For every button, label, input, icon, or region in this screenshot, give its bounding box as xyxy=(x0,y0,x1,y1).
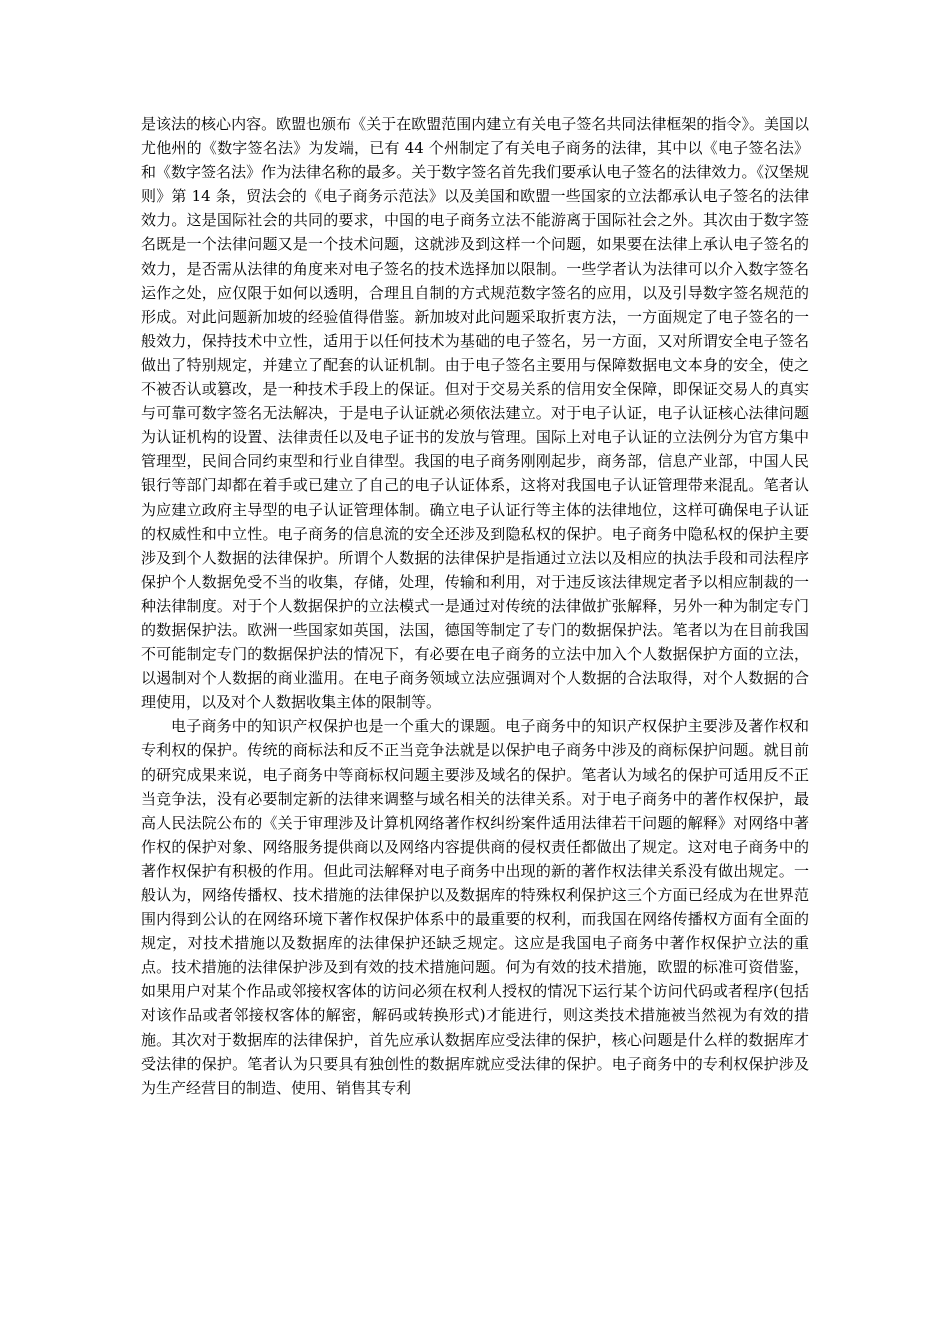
paragraph-electronic-signature: 是该法的核心内容。欧盟也颁布《关于在欧盟范围内建立有关电子签名共同法律框架的指令》。美国以尤他州的《数字签名法》为发端，已有 44 个州制定了有关电子商务的法律，其中以《电子签名法》和《数字签名法》作为法律名称的最多。关于数字签名首先我们要承认电子签名的法律效力。《汉堡规则》第 14 条，贸法会的《电子商务示范法》以及美国和欧盟一些国家的立法都承认电子签名的法律效力。这是国际社会的共同的要求，中国的电子商务立法不能游离于国际社会之外。其次由于数字签名既是一个法律问题又是一个技术问题，这就涉及到这样一个问题，如果要在法律上承认电子签名的效力，是否需从法律的角度来对电子签名的技术选择加以限制。一些学者认为法律可以介入数字签名运作之处，应仅限于如何以透明，合理且自制的方式规范数字签名的应用，以及引导数字签名规范的形成。对此问题新加坡的经验值得借鉴。新加坡对此问题采取折衷方法，一方面规定了电子签名的一般效力，保持技术中立性，适用于以任何技术为基础的电子签名，另一方面，又对所谓安全电子签名做出了特别规定，并建立了配套的认证机制。由于电子签名主要用与保障数据电文本身的安全，使之不被否认或篡改，是一种技术手段上的保证。但对于交易关系的信用安全保障，即保证交易人的真实与可靠可数字签名无法解决，于是电子认证就必须依法建立。对于电子认证，电子认证核心法律问题为认证机构的设置、法律责任以及电子证书的发放与管理。国际上对电子认证的立法例分为官方集中管理型，民间合同约束型和行业自律型。我国的电子商务刚刚起步，商务部，信息产业部，中国人民银行等部门却都在着手或已建立了自己的电子认证体系，这将对我国电子认证管理带来混乱。笔者认为应建立政府主导型的电子认证管理体制。确立电子认证行等主体的法律地位，这样可确保电子认证的权威性和中立性。电子商务的信息流的安全还涉及到隐私权的保护。电子商务中隐私权的保护主要涉及到个人数据的法律保护。所谓个人数据的法律保护是指通过立法以及相应的执法手段和司法程序保护个人数据免受不当的收集，存储，处理，传输和利用，对于违反该法律规定者予以相应制裁的一种法律制度。对于个人数据保护的立法模式一是通过对传统的法律做扩张解释，另外一种为制定专门的数据保护法。欧洲一些国家如英国，法国，德国等制定了专门的数据保护法。笔者以为在目前我国不可能制定专门的数据保护法的情况下，有必要在电子商务的立法中加入个人数据保护方面的立法，以遏制对个人数据的商业滥用。在电子商务领域立法应强调对个人数据的合法取得，对个人数据的合理使用，以及对个人数据收集主体的限制等。 xyxy=(141,115,809,712)
document-page xyxy=(141,112,809,1100)
paragraph-intellectual-property: 电子商务中的知识产权保护也是一个重大的课题。电子商务中的知识产权保护主要涉及著作权和专利权的保护。传统的商标法和反不正当竞争法就是以保护电子商务中涉及的商标保护问题。就目前的研究成果来说，电子商务中等商标权问题主要涉及域名的保护。笔者认为域名的保护可适用反不正当竞争法，没有必要制定新的法律来调整与域名相关的法律关系。对于电子商务中的著作权保护，最高人民法院公布的《关于审理涉及计算机网络著作权纠纷案件适用法律若干问题的解释》对网络中著作权的保护对象、网络服务提供商以及网络内容提供商的侵权责任都做出了规定。这对电子商务中的著作权保护有积极的作用。但此司法解释对电子商务中出现的新的著作权法律关系没有做出规定。一般认为，网络传播权、技术措施的法律保护以及数据库的特殊权利保护这三个方面已经成为在世界范围内得到公认的在网络环境下著作权保护体系中的最重要的权利，而我国在网络传播权方面有全面的规定，对技术措施以及数据库的法律保护还缺乏规定。这应是我国电子商务中著作权保护立法的重点。技术措施的法律保护涉及到有效的技术措施问题。何为有效的技术措施，欧盟的标准可资借鉴，如果用户对某个作品或邻接权客体的访问必须在权利人授权的情况下运行某个访问代码或者程序(包括对该作品或者邻接权客体的解密，解码或转换形式)才能进行，则这类技术措施被当然视为有效的措施。其次对于数据库的法律保护，首先应承认数据库应受法律的保护，核心问题是什么样的数据库才受法律的保护。笔者认为只要具有独创性的数据库就应受法律的保护。电子商务中的专利权保护涉及为生产经营目的制造、使用、销售其专利 xyxy=(141,717,809,1097)
